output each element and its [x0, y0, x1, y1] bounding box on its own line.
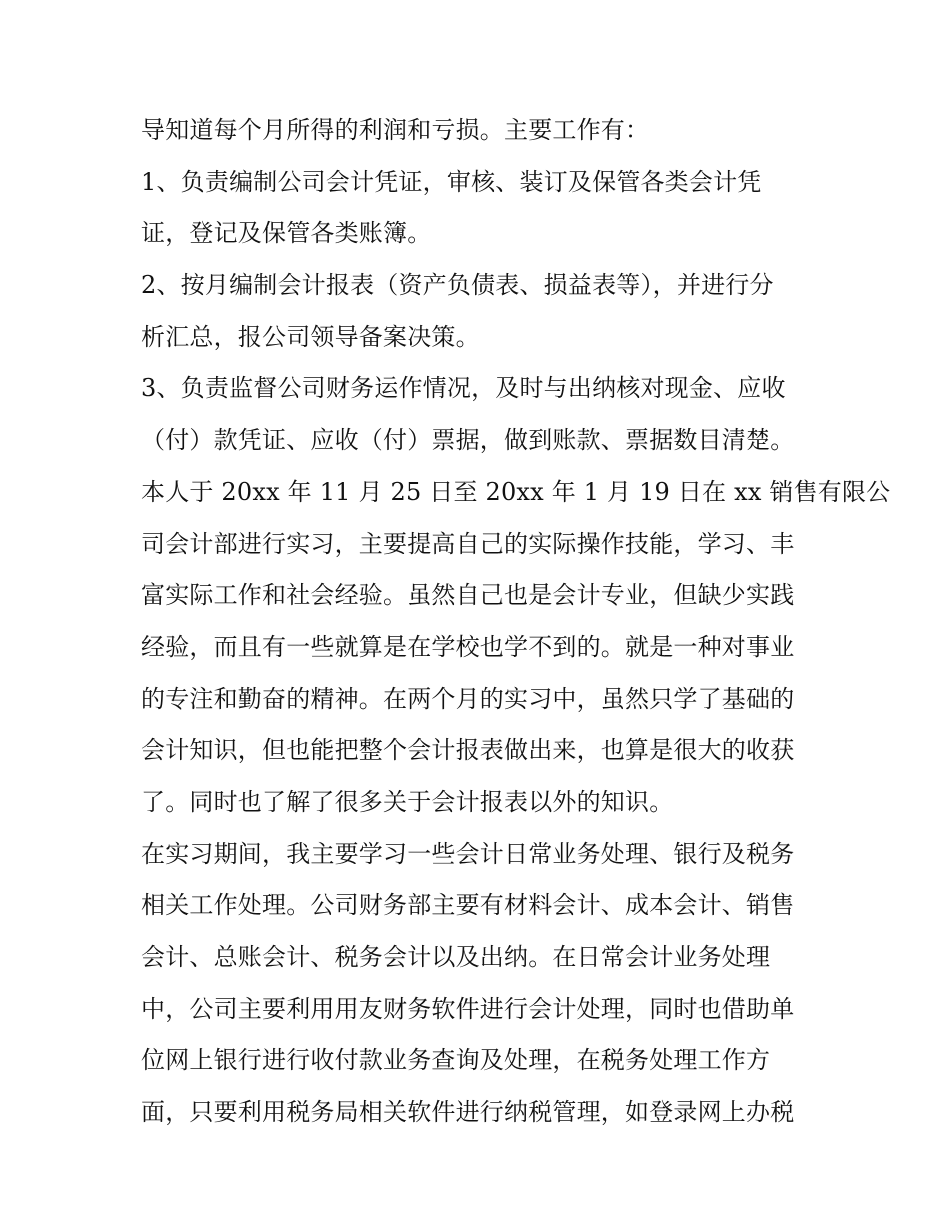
text-line-7: （付）款凭证、应收（付）票据，做到账款、票据数目清楚。 [141, 426, 795, 455]
text-line-6: 3、负责监督公司财务运作情况，及时与出纳核对现金、应收 [141, 374, 786, 403]
text-line-4: 2、按月编制会计报表（资产负债表、损益表等），并进行分 [141, 271, 774, 300]
text-line-5: 析汇总，报公司领导备案决策。 [141, 322, 480, 351]
text-line-2: 1、负责编制公司会计凭证，审核、装订及保管各类会计凭 [141, 167, 762, 196]
text-line-14: 了。同时也了解了很多关于会计报表以外的知识。 [141, 787, 674, 816]
document-body [141, 105, 891, 1139]
text-line-8: 本人于 20xx 年 11 月 25 日至 20xx 年 1 月 19 日在 xx 销售有限公 [141, 477, 891, 506]
text-line-15: 在实习期间，我主要学习一些会计日常业务处理、银行及税务 [141, 839, 795, 868]
text-line-3: 证，登记及保管各类账簿。 [141, 219, 432, 248]
text-line-20: 面，只要利用税务局相关软件进行纳税管理，如登录网上办税 [141, 1098, 795, 1127]
text-line-12: 的专注和勤奋的精神。在两个月的实习中，虽然只学了基础的 [141, 684, 795, 713]
text-line-16: 相关工作处理。公司财务部主要有材料会计、成本会计、销售 [141, 891, 795, 920]
text-line-9: 司会计部进行实习，主要提高自己的实际操作技能，学习、丰 [141, 529, 795, 558]
text-line-1: 导知道每个月所得的利润和亏损。主要工作有： [141, 116, 650, 144]
text-line-13: 会计知识，但也能把整个会计报表做出来，也算是很大的收获 [141, 736, 795, 765]
text-line-19: 位网上银行进行收付款业务查询及处理，在税务处理工作方 [141, 1046, 771, 1075]
text-line-11: 经验，而且有一些就算是在学校也学不到的。就是一种对事业 [141, 632, 795, 661]
text-line-10: 富实际工作和社会经验。虽然自己也是会计专业，但缺少实践 [141, 581, 795, 610]
text-line-18: 中，公司主要利用用友财务软件进行会计处理，同时也借助单 [141, 994, 795, 1023]
text-line-17: 会计、总账会计、税务会计以及出纳。在日常会计业务处理 [141, 943, 771, 971]
